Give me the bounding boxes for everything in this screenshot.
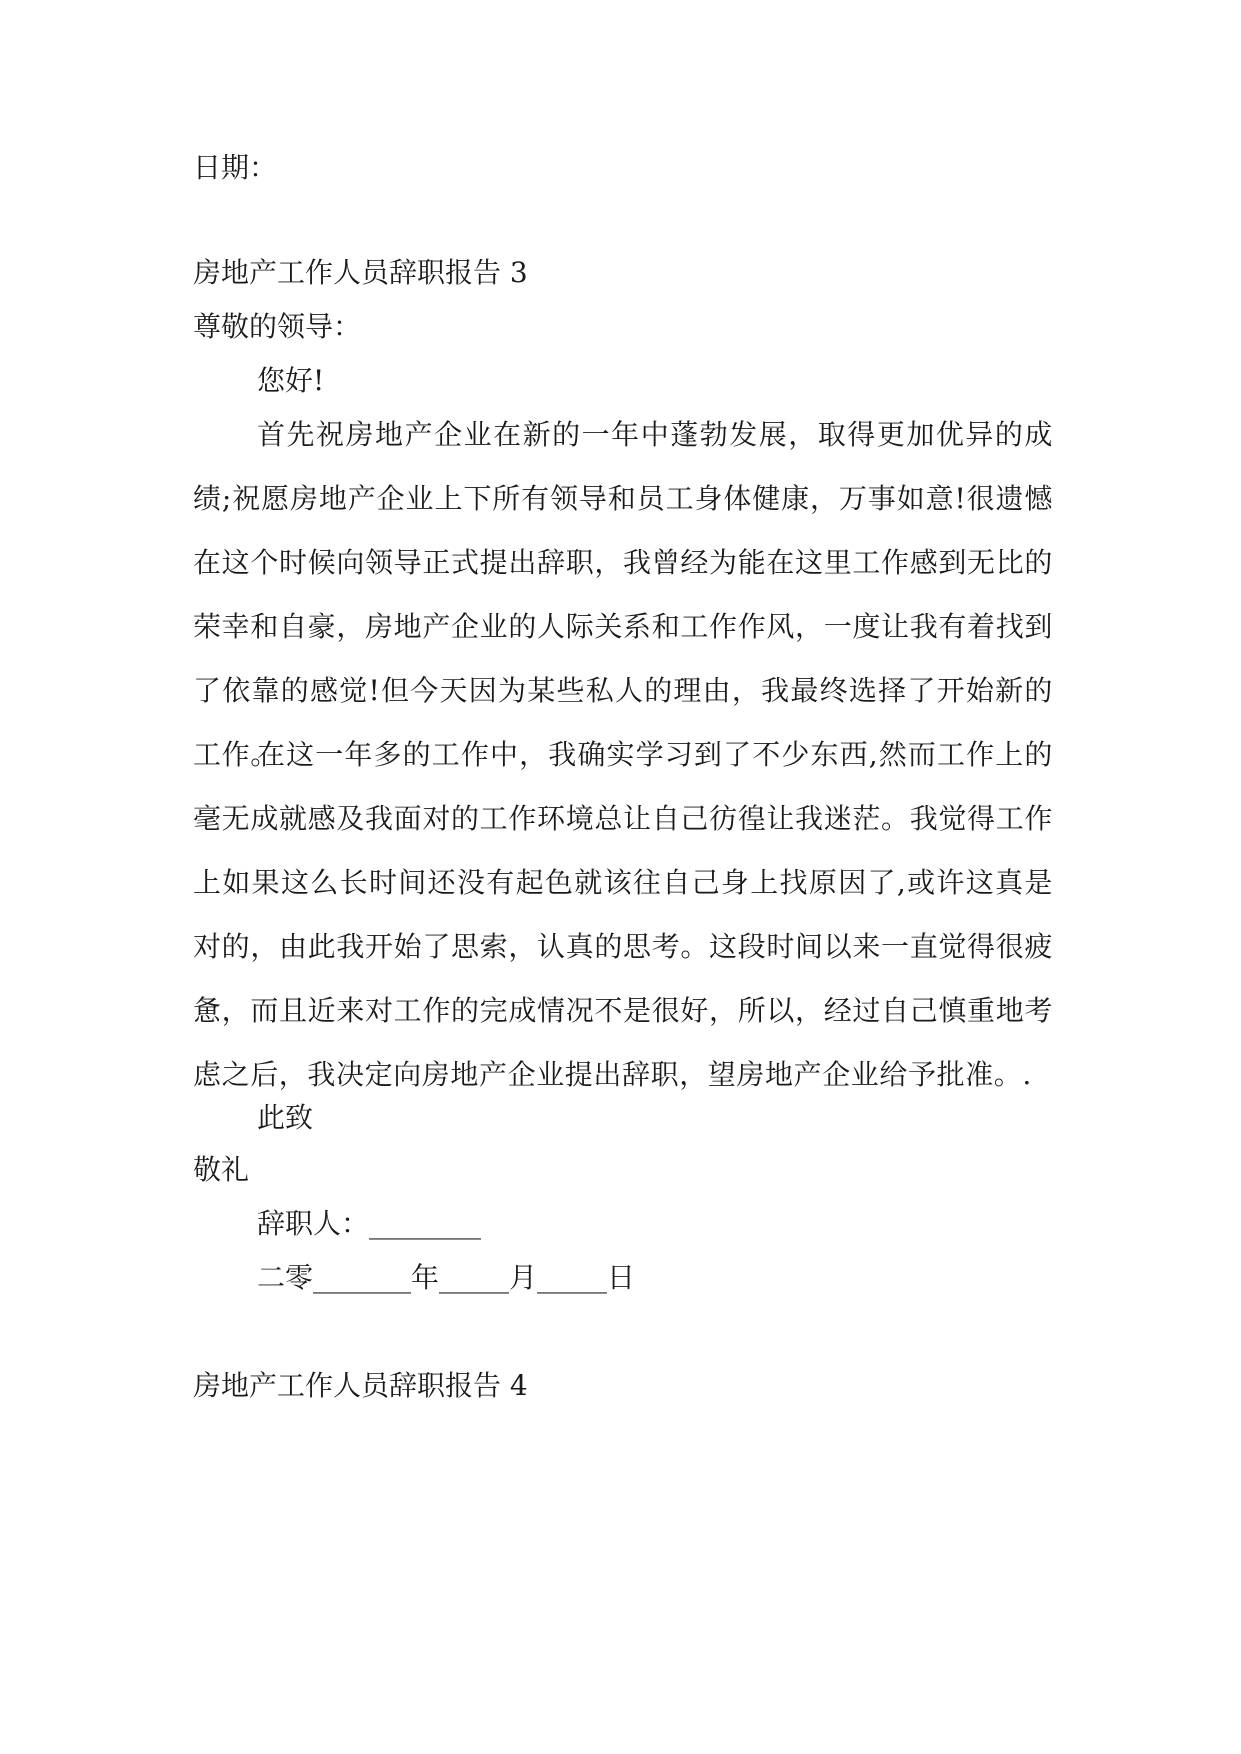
salutation: 尊敬的领导： bbox=[193, 310, 362, 343]
signer-line: 辞职人：________ bbox=[257, 1207, 482, 1240]
closing-line-2: 敬礼 bbox=[193, 1153, 250, 1186]
closing-line-1: 此致 bbox=[257, 1101, 314, 1134]
signature-date-line: 二零_______年_____月_____日 bbox=[257, 1261, 636, 1294]
greeting: 您好! bbox=[257, 364, 325, 397]
body-paragraph-1: 首先祝房地产企业在新的一年中蓬勃发展，取得更加优异的成绩;祝愿房地产企业上下所有领导和员工身体健康，万事如意!很遗憾在这个时候向领导正式提出辞职，我曾经为能在这里工作感到无比的荣幸和自豪，房地产企业的人际关系和工作作风，一度让我有着找到了依靠的感觉!但今天因为某些私人的理由，我最终选择了开始新的工作。 bbox=[193, 418, 1053, 771]
report4-title: 房地产工作人员辞职报告 4 bbox=[193, 1369, 528, 1402]
body-paragraph-2: 在这一年多的工作中，我确实学习到了不少东西,然而工作上的毫无成就感及我面对的工作环境总让自己彷徨让我迷茫。我觉得工作上如果这么长时间还没有起色就该往自己身上找原因了,或许这真是对的，由此我开始了思索，认真的思考。这段时间以来一直觉得很疲惫，而且近来对工作的完成情况不是很好，所以，经过自己慎重地考虑之后，我决定向房地产企业提出辞职，望房地产企业给予批准。. bbox=[193, 738, 1053, 1091]
date-label: 日期： bbox=[193, 151, 278, 184]
report3-title: 房地产工作人员辞职报告 3 bbox=[193, 256, 528, 289]
